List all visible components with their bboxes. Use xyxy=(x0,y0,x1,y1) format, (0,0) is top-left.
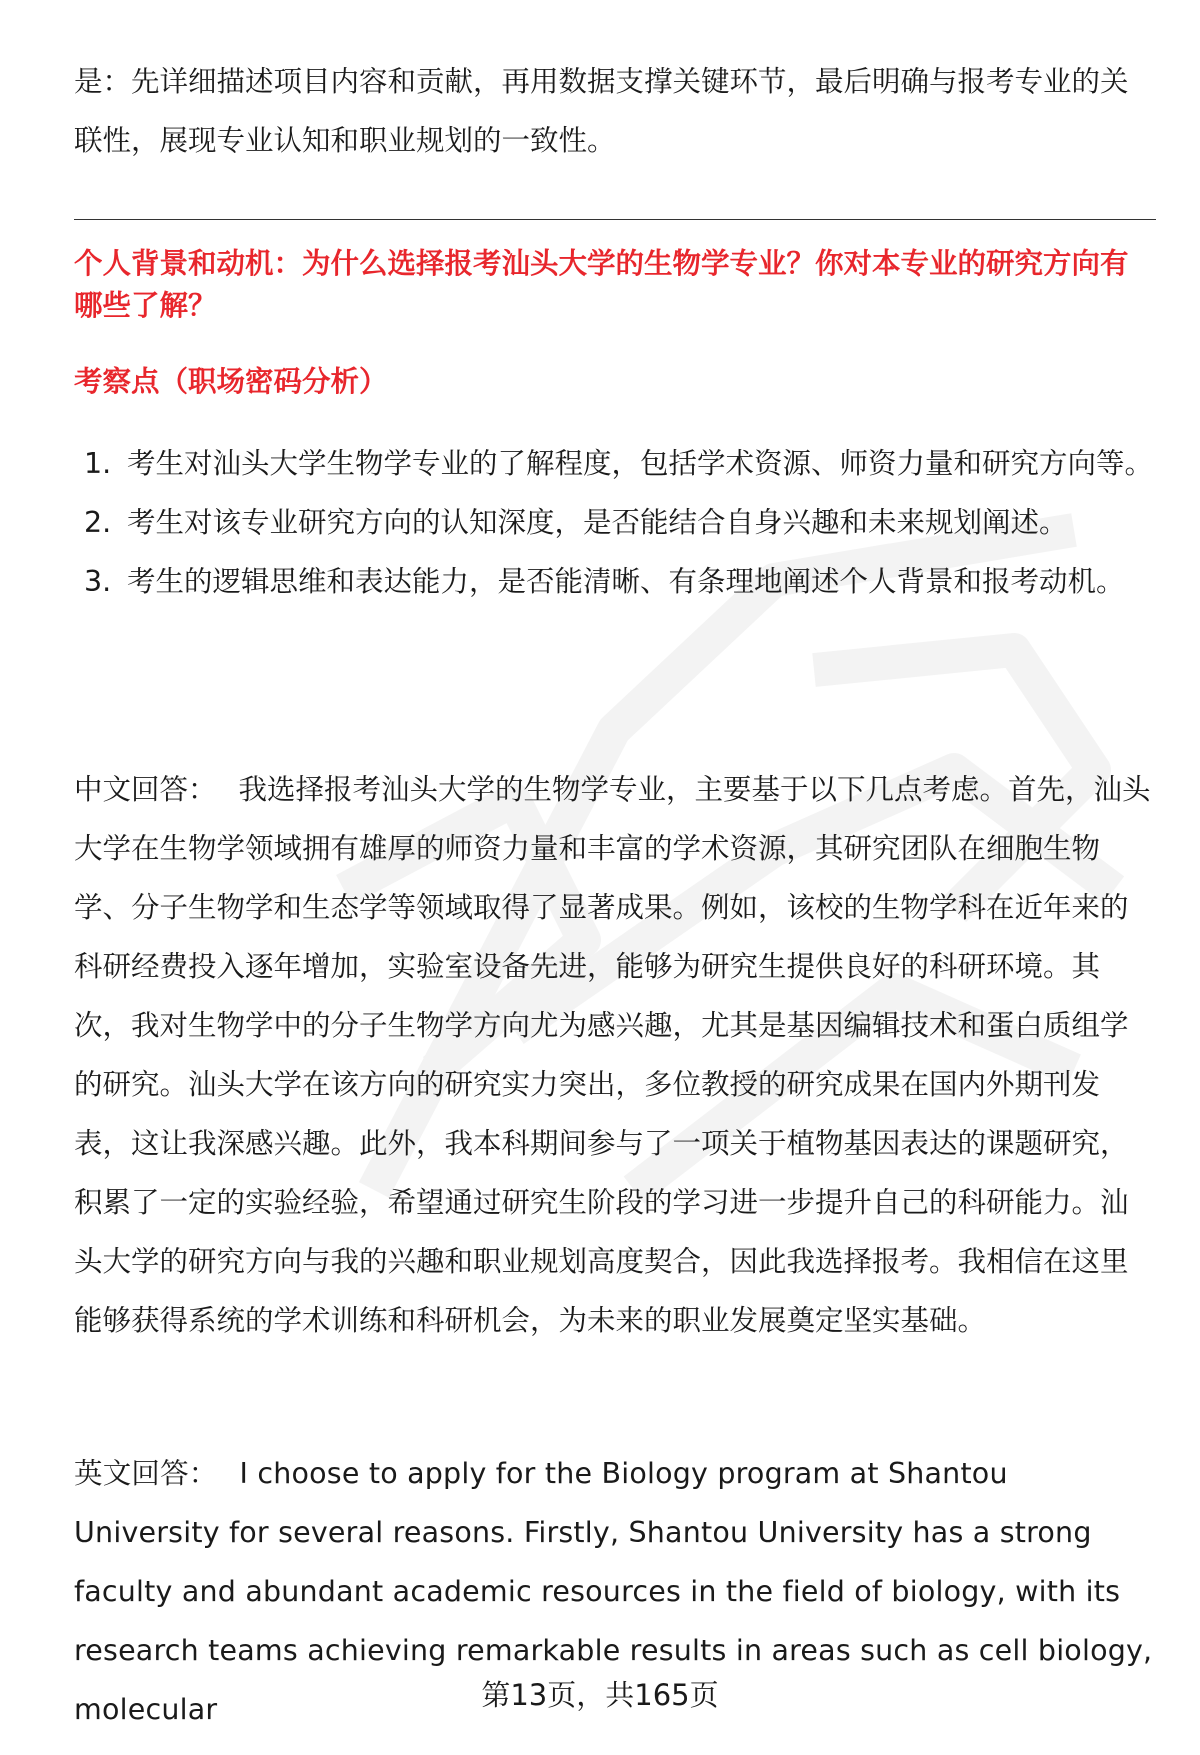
assessment-title: 考察点（职场密码分析） xyxy=(74,365,388,398)
list-item-text: 考生对该专业研究方向的认知深度，是否能结合自身兴趣和未来规划阐述。 xyxy=(127,506,1068,539)
question-heading: 个人背景和动机：为什么选择报考汕头大学的生物学专业？你对本专业的研究方向有哪些了解？ xyxy=(74,247,1129,322)
english-answer-text: I choose to apply for the Biology program at Shantou University for several reasons. Firstly, Shantou University has a strong faculty and abundant academic resources in the field of biology, with its research teams achieving remarkable results in areas such as cell biology, molecular xyxy=(74,1457,1153,1726)
intro-paragraph: 是：先详细描述项目内容和贡献，再用数据支撑关键环节，最后明确与报考专业的关联性，展现专业认知和职业规划的一致性。 xyxy=(74,65,1129,157)
chinese-answer-paragraph xyxy=(74,760,1156,1350)
list-number: 2. xyxy=(84,506,112,539)
page-footer: 第13页，共165页 xyxy=(481,1678,719,1712)
list-item-text: 考生对汕头大学生物学专业的了解程度，包括学术资源、师资力量和研究方向等。 xyxy=(127,447,1154,480)
list-number: 1. xyxy=(84,447,112,480)
list-number: 3. xyxy=(84,565,112,598)
section-divider xyxy=(74,219,1156,220)
list-item xyxy=(74,552,1156,611)
chinese-answer-text: 我选择报考汕头大学的生物学专业，主要基于以下几点考虑。首先，汕头大学在生物学领域拥有雄厚的师资力量和丰富的学术资源，其研究团队在细胞生物学、分子生物学和生态学等领域取得了显著成果。例如，该校的生物学科在近年来的科研经费投入逐年增加，实验室设备先进，能够为研究生提供良好的科研环境。其次，我对生物学中的分子生物学方向尤为感兴趣，尤其是基因编辑技术和蛋白质组学的研究。汕头大学在该方向的研究实力突出，多位教授的研究成果在国内外期刊发表，这让我深感兴趣。此外，我本科期间参与了一项关于植物基因表达的课题研究，积累了一定的实验经验，希望通过研究生阶段的学习进一步提升自己的科研能力。汕头大学的研究方向与我的兴趣和职业规划高度契合，因此我选择报考。我相信在这里能够获得系统的学术训练和科研机会，为未来的职业发展奠定坚实基础。 xyxy=(74,773,1151,1337)
list-item-text: 考生的逻辑思维和表达能力，是否能清晰、有条理地阐述个人背景和报考动机。 xyxy=(127,565,1125,598)
list-item xyxy=(74,434,1156,493)
english-answer-label: 英文回答： xyxy=(74,1457,218,1490)
list-item xyxy=(74,493,1156,552)
assessment-list xyxy=(74,434,1156,611)
chinese-answer-label: 中文回答： xyxy=(74,773,217,806)
document-page xyxy=(74,0,1156,1755)
